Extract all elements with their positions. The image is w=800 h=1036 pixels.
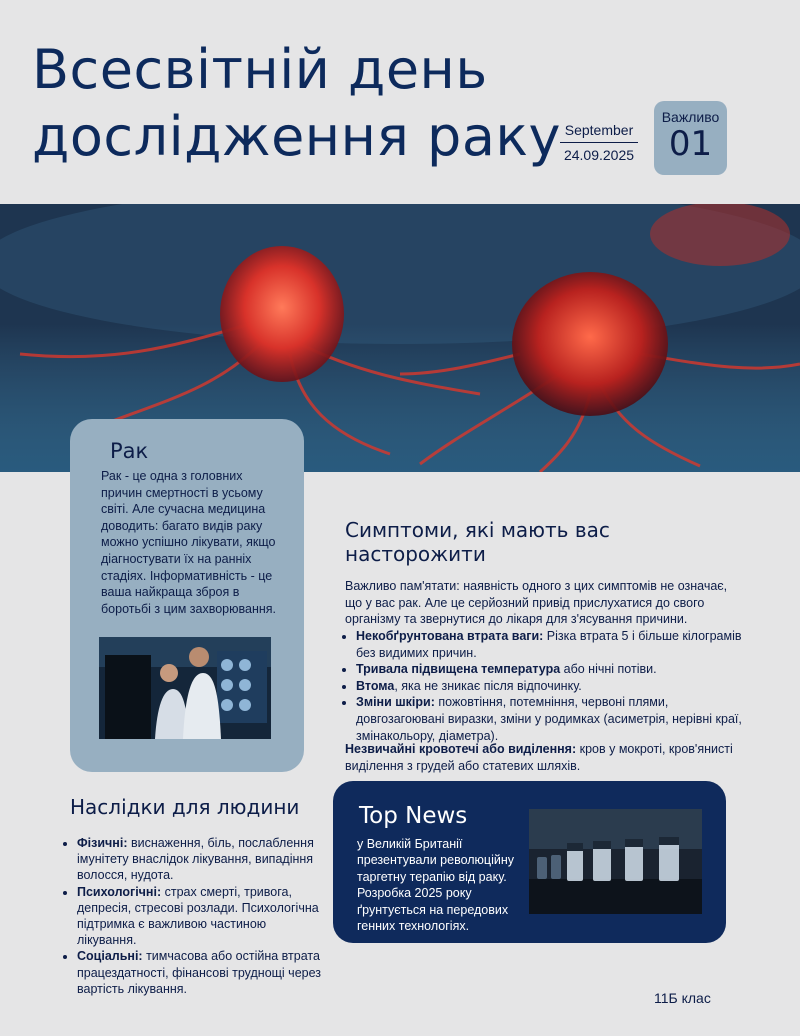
symptoms-list: [345, 628, 751, 744]
doctors-photo: [99, 637, 271, 739]
doctors-illustration: [99, 637, 271, 739]
symptom-extra: [345, 741, 740, 774]
issue-badge: [654, 101, 727, 175]
symptom-item: [356, 628, 751, 661]
title-line-1: Всесвітній день: [32, 38, 488, 101]
vials-illustration: [529, 809, 702, 914]
consequence-item: [77, 948, 327, 997]
symptom-item: [356, 694, 751, 744]
date-value: 24.09.2025: [563, 147, 635, 163]
symptom-extra-text: кров у мокроті, кров'янисті виділення з грудей або статевих шляхів.: [345, 742, 733, 773]
news-text: у Великій Британії презентували революційну таргетну терапію від раку. Розробка 2025 року ґрунтується на передових генних технологіях.: [357, 837, 514, 934]
consequence-label: Фізичні:: [77, 836, 128, 850]
symptom-extra-label: Незвичайні кровотечі або виділення:: [345, 742, 577, 756]
consequences-title: Наслідки для людини: [70, 795, 300, 819]
consequence-label: Соціальні:: [77, 949, 143, 964]
title-line-2: дослідження раку: [32, 105, 561, 168]
consequence-item: [77, 884, 327, 949]
symptoms-title: Симптоми, які мають вас насторожити: [345, 518, 610, 566]
symptom-label: Некобґрунтована втрата ваги:: [356, 629, 544, 643]
rak-text: Рак - це одна з головних причин смертності в усьому світі. Але сучасна медицина доводить: багато видів раку можно успішно лікувати, якщо діагностувати їх на ранніх стадіях. Інформативність - це ваша найкраща зброя в боротьбі з цим захворювання.: [101, 469, 277, 616]
badge-number: 01: [668, 124, 713, 164]
rak-title: Рак: [110, 439, 149, 463]
news-title: Top News: [359, 803, 468, 829]
symptom-label: Тривала підвищена температура: [356, 662, 561, 677]
symptom-label: Втома: [356, 678, 395, 693]
symptom-text: Різка втрата 5 і більше кілограмів без видимих причин.: [356, 629, 742, 660]
consequence-text: страх смерті, тривога, депресія, стресові розлади. Психологічна підтримка є важливою частиною лікування.: [77, 884, 319, 948]
lab-vials-photo: [529, 809, 702, 914]
consequence-text: виснаження, біль, послаблення імунітету внаслідок лікування, випадіння волосся, нудота.: [77, 836, 314, 883]
top-news-card: [333, 781, 726, 943]
consequences-list: [64, 835, 327, 997]
consequence-item: [77, 835, 327, 884]
class-label: 11Б клас: [654, 990, 711, 1006]
cancer-cell-right: [512, 272, 668, 416]
symptom-label: Зміни шкіри:: [356, 695, 435, 710]
badge-label: Важливо: [661, 109, 720, 125]
symptoms-intro: Важливо пам'ятати: наявність одного з цих симптомів не означає, що у вас рак. Але це серйозний привід прислухатися до свого організму та звернутися до лікаря для з'ясування причини.: [345, 579, 728, 627]
consequence-label: Психологічні:: [77, 884, 162, 899]
consequence-text: тимчасова або остійна втрата працездатності, фінансові труднощі через вартість лікування.: [77, 949, 322, 996]
symptom-item: [356, 661, 751, 678]
date-block: [560, 122, 638, 163]
symptom-text: або нічні потіви.: [560, 662, 657, 677]
symptom-text: пожовтіння, потемніння, червоні плями, довгозагоювані виразки, зміни у родимках (асиметрія, нерівні краї, змінакольору, діаметра).: [356, 695, 742, 743]
rak-card: [70, 419, 304, 772]
cancer-cell-left: [220, 246, 344, 382]
background-cell: [650, 204, 790, 266]
date-month: September: [560, 122, 638, 143]
symptom-text: , яка не зникає після відпочинку.: [394, 678, 582, 693]
symptom-item: [356, 678, 751, 695]
page-title: [32, 36, 561, 170]
